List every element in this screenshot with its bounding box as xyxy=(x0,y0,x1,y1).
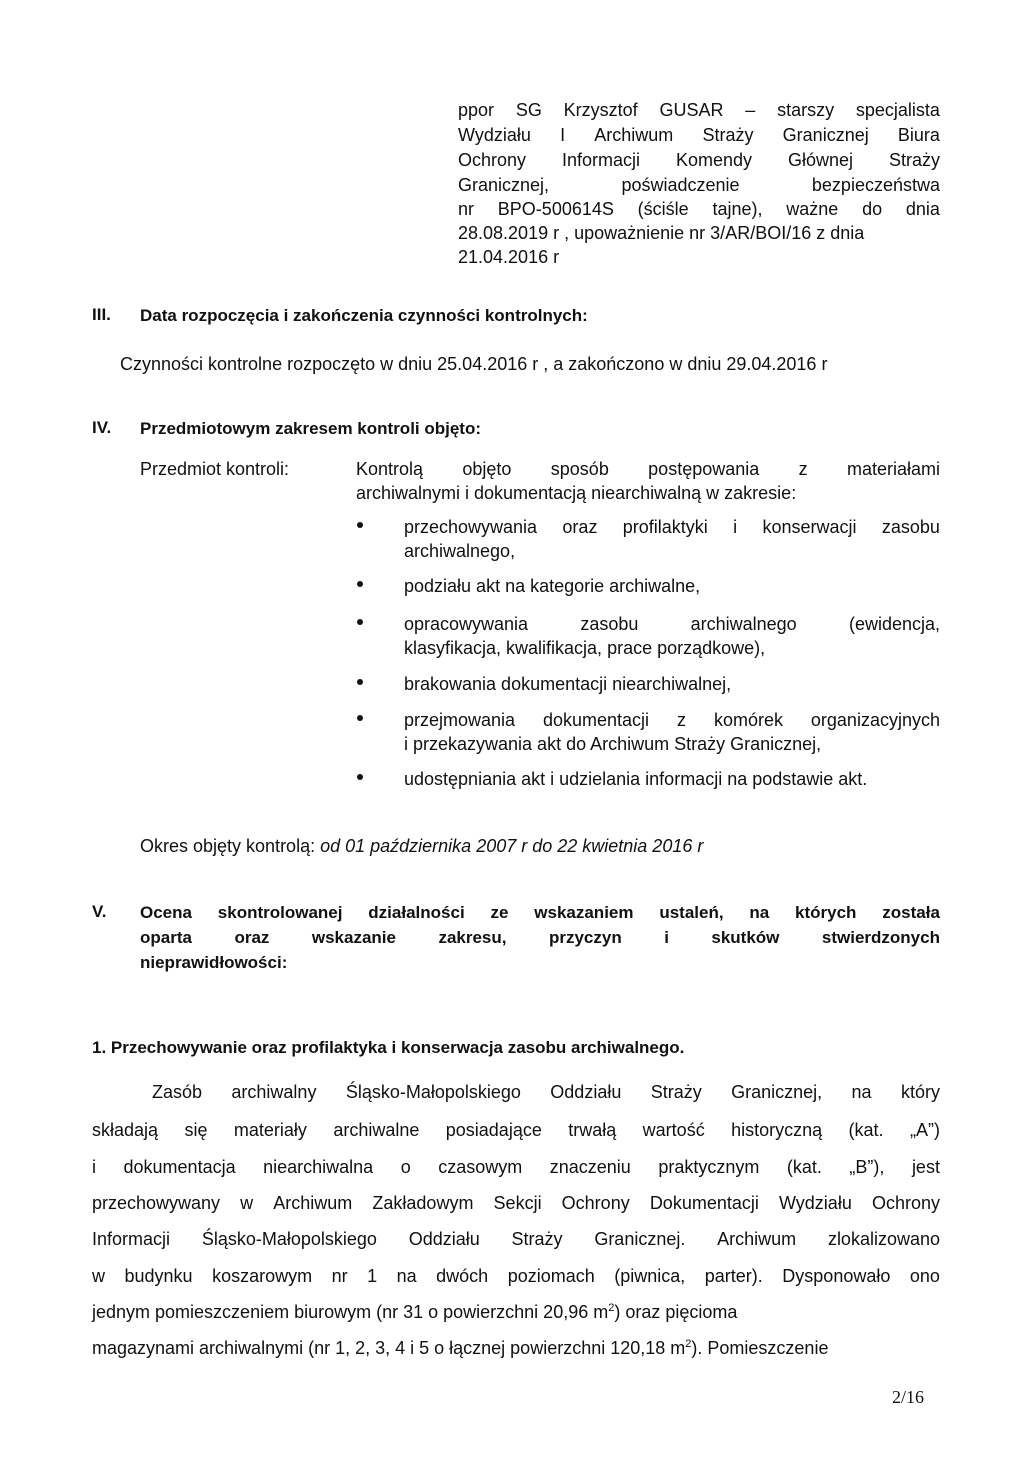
word: składają xyxy=(92,1120,159,1140)
word: tajne), xyxy=(712,199,763,219)
word: bezpieczeństwa xyxy=(811,175,940,195)
word: (kat. xyxy=(848,1120,884,1140)
word: Wydziału xyxy=(778,1193,852,1213)
inspector-line xyxy=(458,148,940,172)
word: ważne xyxy=(786,199,839,219)
section-heading: Przedmiotowym zakresem kontroli objęto: xyxy=(140,419,482,438)
word: na xyxy=(851,1082,872,1102)
paragraph-text-part: ) oraz pięcioma xyxy=(614,1302,738,1322)
subject-text-line xyxy=(356,457,940,481)
word: się xyxy=(184,1120,208,1140)
bullet-dot-icon xyxy=(357,715,363,721)
word: objęto xyxy=(462,459,512,479)
word: (kat. xyxy=(786,1157,822,1177)
paragraph-line xyxy=(92,1191,940,1215)
word: oparta xyxy=(140,928,192,947)
word: skutków xyxy=(711,928,780,947)
word: Śląsko-Małopolskiego xyxy=(201,1229,377,1249)
word: zakresu, xyxy=(438,928,507,947)
section-text: Czynności kontrolne rozpoczęto w dniu 25.04.2016 r , a zakończono w dniu 29.04.2016 r xyxy=(120,354,828,374)
list-item-line: archiwalnego, xyxy=(404,541,516,561)
word: w xyxy=(240,1193,254,1213)
word: poziomach xyxy=(507,1266,595,1286)
word: Krzysztof xyxy=(563,100,638,120)
word: starszy xyxy=(777,100,835,120)
word: na xyxy=(396,1266,417,1286)
superscript: 2 xyxy=(608,1302,615,1314)
word: historyczną xyxy=(731,1120,823,1140)
word: poświadczenie xyxy=(621,175,740,195)
word: „A”) xyxy=(909,1120,940,1140)
word: praktycznym xyxy=(658,1157,760,1177)
word: przechowywany xyxy=(92,1193,221,1213)
word: Wydziału xyxy=(458,125,531,145)
inspector-line xyxy=(458,123,940,147)
word: o xyxy=(400,1157,411,1177)
bullet-dot-icon xyxy=(357,581,363,587)
section-heading: Data rozpoczęcia i zakończenia czynności kontrolnych: xyxy=(140,306,588,325)
word: BPO-500614S xyxy=(497,199,614,219)
word: w xyxy=(92,1266,105,1286)
word: Straży xyxy=(511,1229,563,1249)
word: przyczyn xyxy=(548,928,622,947)
word: Granicznej, xyxy=(731,1082,823,1102)
word: Informacji xyxy=(92,1229,171,1249)
list-item-line: i przekazywania akt do Archiwum Straży Granicznej, xyxy=(404,734,822,754)
word: (piwnica, xyxy=(614,1266,686,1286)
word: Granicznej xyxy=(782,125,869,145)
page-number: 2/16 xyxy=(892,1387,925,1407)
paragraph-text-part: ). Pomieszczenie xyxy=(691,1338,829,1358)
word: Kontrolą xyxy=(356,459,424,479)
word: jest xyxy=(911,1157,940,1177)
word: koszarowym xyxy=(212,1266,313,1286)
word: ustaleń, xyxy=(659,903,724,922)
word: wartość xyxy=(642,1120,705,1140)
word: specjalista xyxy=(855,100,940,120)
word: – xyxy=(745,100,756,120)
section-number: IV. xyxy=(92,418,112,437)
word: „B”), xyxy=(849,1157,885,1177)
word: dnia xyxy=(905,199,940,219)
word: Dysponowało xyxy=(782,1266,891,1286)
word: archiwalny xyxy=(231,1082,317,1102)
word: do xyxy=(862,199,883,219)
word: skontrolowanej xyxy=(217,903,343,922)
word: I xyxy=(560,125,566,145)
bullet-dot-icon xyxy=(357,522,363,528)
word: profilaktyki xyxy=(622,517,708,537)
list-item-line: brakowania dokumentacji niearchiwalnej, xyxy=(404,674,732,694)
word: zlokalizowano xyxy=(827,1229,940,1249)
control-period xyxy=(140,834,703,858)
word: wskazaniem xyxy=(534,903,634,922)
word: konserwacji xyxy=(762,517,857,537)
section-number: V. xyxy=(92,902,107,921)
word: organizacyjnych xyxy=(810,710,940,730)
word: zasobu xyxy=(580,614,639,634)
word: (ewidencja, xyxy=(848,614,940,634)
word: (ściśle xyxy=(637,199,689,219)
section-heading-line: nieprawidłowości: xyxy=(140,953,288,972)
word: Granicznej, xyxy=(458,175,550,195)
word: zasobu xyxy=(881,517,940,537)
word: Biura xyxy=(897,125,940,145)
word: Archiwum xyxy=(717,1229,797,1249)
period-label: Okres objęty kontrolą: xyxy=(140,836,316,856)
paragraph-line xyxy=(92,1118,940,1142)
word: oraz xyxy=(234,928,270,947)
word: Oddziału xyxy=(550,1082,622,1102)
word: czasowym xyxy=(438,1157,523,1177)
word: i xyxy=(92,1157,96,1177)
list-item-line xyxy=(404,515,940,539)
subject-label: Przedmiot kontroli: xyxy=(140,459,290,479)
word: opracowywania xyxy=(404,614,529,634)
word: trwałą xyxy=(568,1120,617,1140)
word: ze xyxy=(490,903,509,922)
word: na xyxy=(749,903,770,922)
word: GUSAR xyxy=(659,100,724,120)
word: postępowania xyxy=(648,459,760,479)
bullet-dot-icon xyxy=(357,619,363,625)
inspector-line xyxy=(458,173,940,197)
word: parter). xyxy=(704,1266,763,1286)
period-value: od 01 października 2007 r do 22 kwietnia 2016 r xyxy=(320,836,704,856)
word: Sekcji xyxy=(493,1193,542,1213)
word: niearchiwalna xyxy=(263,1157,374,1177)
section-heading-line xyxy=(140,926,940,950)
word: Ochrony xyxy=(561,1193,630,1213)
word: i xyxy=(664,928,669,947)
word: Zasób xyxy=(152,1082,203,1102)
paragraph-line xyxy=(92,1264,940,1288)
word: Ochrony xyxy=(458,150,527,170)
word: znaczeniu xyxy=(549,1157,631,1177)
word: z xyxy=(798,459,808,479)
word: nr xyxy=(331,1266,348,1286)
bullet-dot-icon xyxy=(357,679,363,685)
inspector-line xyxy=(458,197,940,221)
word: Oddziału xyxy=(408,1229,480,1249)
word: stwierdzonych xyxy=(821,928,940,947)
list-item-line: udostępniania akt i udzielania informacji na podstawie akt. xyxy=(404,769,868,789)
word: dwóch xyxy=(436,1266,489,1286)
word: SG xyxy=(515,100,542,120)
list-item-line: podziału akt na kategorie archiwalne, xyxy=(404,576,701,596)
word: Dokumentacji xyxy=(649,1193,759,1213)
word: z xyxy=(677,710,686,730)
superscript: 2 xyxy=(685,1338,692,1350)
list-item-line: klasyfikacja, kwalifikacja, prace porządkowe), xyxy=(404,638,766,658)
word: Ocena xyxy=(140,903,192,922)
word: przechowywania xyxy=(404,517,538,537)
word: dokumentacja xyxy=(123,1157,236,1177)
inspector-line: 21.04.2016 r xyxy=(458,247,560,267)
word: 1 xyxy=(367,1266,378,1286)
word: Archiwum xyxy=(594,125,674,145)
bullet-dot-icon xyxy=(357,774,363,780)
word: Straży xyxy=(888,150,940,170)
word: Archiwum xyxy=(273,1193,353,1213)
word: Granicznej. xyxy=(594,1229,686,1249)
word: posiadające xyxy=(445,1120,542,1140)
word: który xyxy=(900,1082,940,1102)
section-number: III. xyxy=(92,305,111,324)
word: budynku xyxy=(124,1266,193,1286)
word: których xyxy=(795,903,857,922)
word: komórek xyxy=(713,710,783,730)
word: przejmowania xyxy=(404,710,516,730)
word: Komendy xyxy=(675,150,753,170)
word: Informacji xyxy=(561,150,641,170)
word: Straży xyxy=(702,125,754,145)
word: ppor xyxy=(458,100,495,120)
subject-text-line: archiwalnymi i dokumentacją niearchiwalną w zakresie: xyxy=(356,483,797,503)
word: archiwalne xyxy=(333,1120,420,1140)
word: Zakładowym xyxy=(372,1193,474,1213)
paragraph-line xyxy=(92,1336,828,1360)
list-item-line xyxy=(404,708,940,732)
word: dokumentacji xyxy=(543,710,650,730)
list-item-line xyxy=(404,612,940,636)
inspector-line xyxy=(458,98,940,122)
word: i xyxy=(733,517,738,537)
paragraph-text-part: jednym pomieszczeniem biurowym (nr 31 o powierzchni 20,96 m xyxy=(92,1302,609,1322)
word: archiwalnego xyxy=(690,614,797,634)
word: Głównej xyxy=(787,150,853,170)
word: Śląsko-Małopolskiego xyxy=(345,1082,521,1102)
word: materiałami xyxy=(846,459,940,479)
word: wskazanie xyxy=(311,928,396,947)
subsection-heading: 1. Przechowywanie oraz profilaktyka i konserwacja zasobu archiwalnego. xyxy=(92,1038,685,1057)
paragraph-line xyxy=(152,1080,940,1104)
word: Straży xyxy=(650,1082,702,1102)
paragraph-line xyxy=(92,1227,940,1251)
section-heading-line xyxy=(140,901,940,925)
word: działalności xyxy=(368,903,465,922)
word: oraz xyxy=(562,517,598,537)
word: została xyxy=(882,903,940,922)
word: nr xyxy=(458,199,475,219)
word: Ochrony xyxy=(871,1193,940,1213)
inspector-line: 28.08.2019 r , upoważnienie nr 3/AR/BOI/16 z dnia xyxy=(458,223,865,243)
paragraph-line xyxy=(92,1300,940,1324)
word: ono xyxy=(909,1266,940,1286)
word: sposób xyxy=(550,459,609,479)
paragraph-text xyxy=(92,1300,737,1324)
word: materiały xyxy=(233,1120,307,1140)
paragraph-line xyxy=(92,1155,940,1179)
paragraph-text-part: magazynami archiwalnymi (nr 1, 2, 3, 4 i 5 o łącznej powierzchni 120,18 m xyxy=(92,1338,686,1358)
